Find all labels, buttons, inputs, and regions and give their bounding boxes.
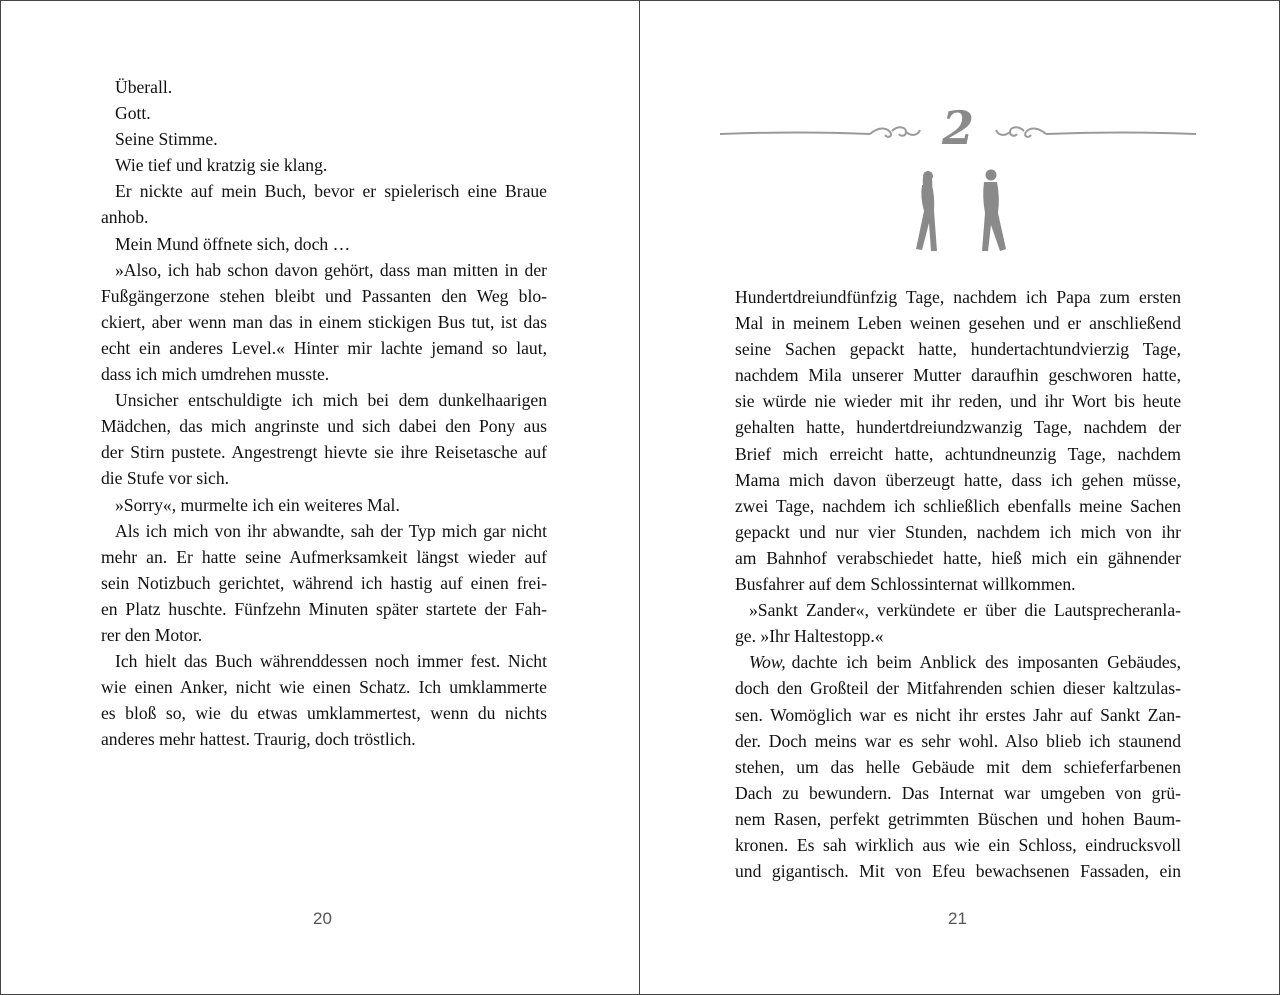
text-line: der Stirn pustete. Angestrengt hievte sie ihre Reisetasche auf <box>101 442 547 463</box>
text-line: gehalten hatte, hundertdreiundzwanzig Tage, nachdem der <box>735 417 1181 438</box>
text-line: ckiert, aber wenn man das in einem stickigen Bus tut, ist das <box>101 311 547 332</box>
text-line: anderes mehr hattest. Traurig, doch tröstlich. <box>101 729 416 750</box>
text-line: Mädchen, das mich angrinste und sich dabei den Pony aus <box>101 416 547 437</box>
text-line: anhob. <box>101 207 149 228</box>
text-line: Dach zu bewundern. Das Internat war umgeben von grü- <box>735 782 1181 803</box>
text-line: seine Sachen gepackt hatte, hundertachtundvierzig Tage, <box>735 339 1181 360</box>
text-line: mehr an. Er hatte seine Aufmerksamkeit längst wieder auf <box>101 546 547 567</box>
text-line: es bloß so, wie du etwas umklammertest, wenn du nichts <box>101 703 547 724</box>
text-line: stehen, um das helle Gebäude mit dem schieferfarbenen <box>735 756 1181 777</box>
text-line: en Platz huschte. Fünfzehn Minuten später startete der Fah- <box>101 598 547 619</box>
page-number: 20 <box>313 909 332 928</box>
text-line: »Also, ich hab schon davon gehört, dass man mitten in der <box>115 259 547 280</box>
text-line: dass ich mich umdrehen musste. <box>101 364 330 385</box>
text-line: nachdem Mila unserer Mutter daraufhin geschworen hatte, <box>735 365 1181 386</box>
text-line: »Sorry«, murmelte ich ein weiteres Mal. <box>115 494 400 515</box>
text-line: am Bahnhof verabschiedet hatte, hieß mich ein gähnender <box>735 547 1181 568</box>
text-line: Fußgängerzone stehen bleibt und Passanten den Weg blo- <box>101 285 547 306</box>
text-line: doch den Großteil der Mitfahrenden schien dieser kaltzulas- <box>735 678 1181 699</box>
text-line: Wie tief und kratzig sie klang. <box>115 155 328 176</box>
left-page-text <box>101 74 547 752</box>
text-line: Mama mich davon überzeugt hatte, dass ich gehen müsse, <box>735 469 1181 490</box>
text-line: kronen. Es sah wirklich aus wie ein Schloss, eindrucksvoll <box>735 834 1181 855</box>
text-line: ge. »Ihr Haltestopp.« <box>735 626 884 647</box>
chapter-heading <box>720 101 1196 271</box>
text-line: sein Notizbuch gerichtet, während ich hastig auf einen frei- <box>101 572 547 593</box>
italic-word: Wow, <box>749 652 786 673</box>
text-line: Hundertdreiundfünfzig Tage, nachdem ich Papa zum ersten <box>735 287 1181 307</box>
text-line: die Stufe vor sich. <box>101 468 230 489</box>
text-line: echt ein anderes Level.« Hinter mir lachte jemand so laut, <box>101 337 547 358</box>
chapter-number: 2 <box>941 101 974 155</box>
walking-couple-icon <box>900 167 1020 257</box>
text-line: Er nickte auf mein Buch, bevor er spielerisch eine Braue <box>115 181 547 202</box>
text-line-rest: dachte ich beim Anblick des imposanten Gebäudes, <box>791 652 1181 673</box>
text-line: nem Rasen, perfekt getrimmten Büschen und hohen Baum- <box>735 808 1181 829</box>
text-line: »Sankt Zander«, verkündete er über die Lautsprecheranla- <box>749 600 1181 621</box>
text-line: Mein Mund öffnete sich, doch … <box>115 233 351 254</box>
text-line: Mal in meinem Leben weinen gesehen und er anschließend <box>735 313 1181 334</box>
text-line: gepackt und nur vier Stunden, nachdem ich mich von ihr <box>735 521 1181 542</box>
text-line: Gott. <box>115 103 151 124</box>
text-line: zwei Tage, nachdem ich schließlich ebenfalls meine Sachen <box>735 495 1181 516</box>
text-line: rer den Motor. <box>101 624 203 645</box>
text-line: und gigantisch. Mit von Efeu bewachsenen Fassaden, ein <box>735 861 1181 882</box>
text-line: Busfahrer auf dem Schlossinternat willkommen. <box>735 574 1076 595</box>
text-line: Als ich mich von ihr abwandte, sah der Typ mich gar nicht <box>115 520 547 541</box>
text-line: Unsicher entschuldigte ich mich bei dem dunkelhaarigen <box>115 390 547 411</box>
text-line: wie einen Anker, nicht wie einen Schatz. Ich umklammerte <box>101 677 547 698</box>
right-page <box>640 0 1280 995</box>
text-line <box>735 649 1181 675</box>
text-line: der. Doch meins war es sehr wohl. Also blieb ich staunend <box>735 730 1181 751</box>
page-number: 21 <box>948 909 967 928</box>
text-line: Ich hielt das Buch währenddessen noch immer fest. Nicht <box>115 651 547 672</box>
text-line: Überall. <box>115 77 173 97</box>
right-page-text <box>735 284 1181 884</box>
text-line: Seine Stimme. <box>115 129 218 150</box>
text-line: sen. Womöglich war es nicht ihr erstes Jahr auf Sankt Zan- <box>735 704 1181 725</box>
text-line: Brief mich erreicht hatte, achtundneunzig Tage, nachdem <box>735 443 1181 464</box>
text-line: sie würde nie wieder mit ihr reden, und ihr Wort bis heute <box>735 391 1181 412</box>
